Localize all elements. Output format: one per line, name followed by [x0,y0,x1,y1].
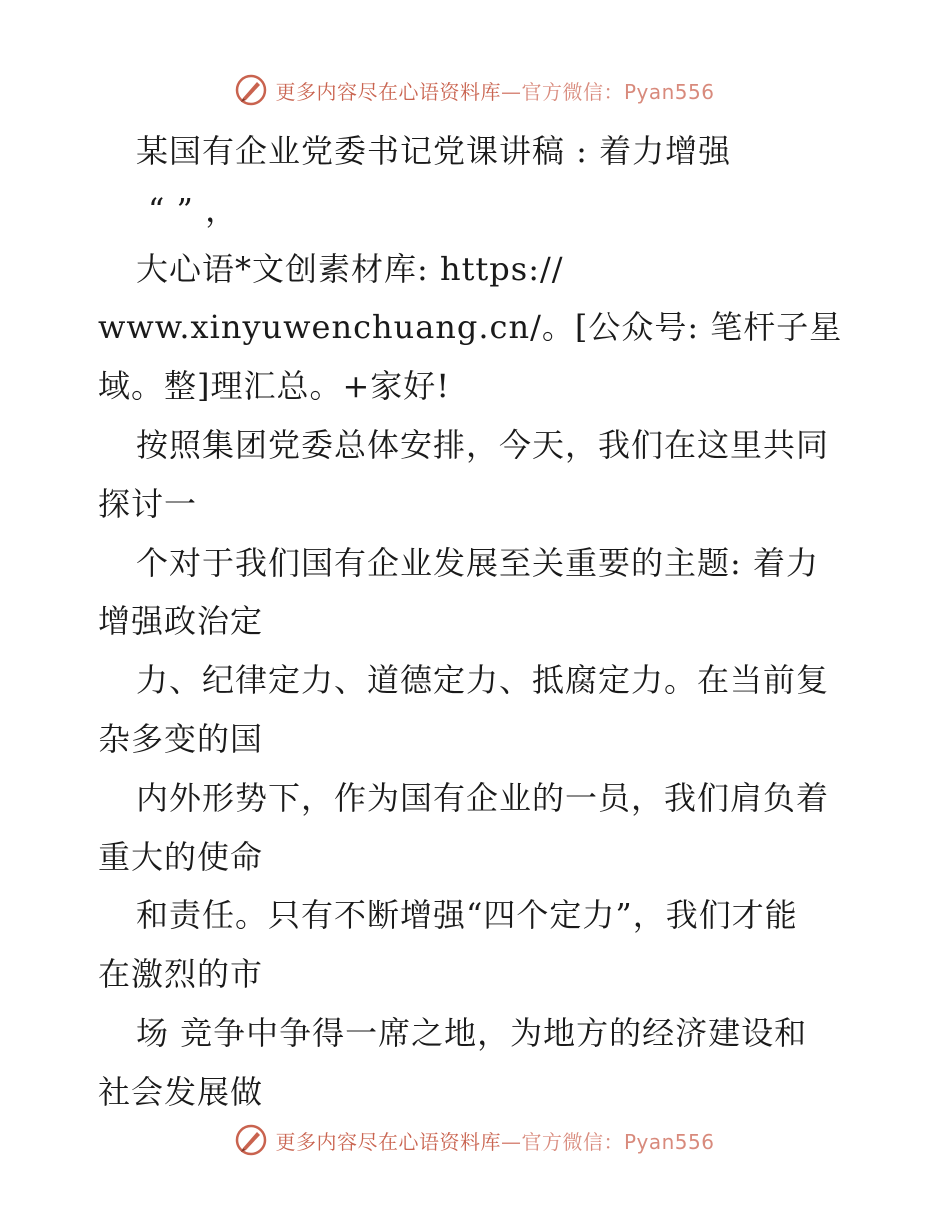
doc-line: 探讨一 [98,484,198,523]
doc-line: 杂多变的国 [98,719,264,758]
header-banner-main: 更多内容尽在心语资料库 [275,79,501,104]
footer-banner-wechat: —官方微信：Pyan556 [500,1129,715,1154]
header-banner-wechat: —官方微信：Pyan556 [500,79,715,104]
doc-line: 域。整]理汇总。+家好! [98,367,451,406]
quill-pen-logo-icon [235,74,267,106]
doc-line: 力、纪律定力、道德定力、抵腐定力。在当前复 [136,661,830,700]
quill-pen-logo-icon [235,1124,267,1156]
doc-line: 大心语*文创素材库: https:// [136,249,564,288]
doc-line-title-1: 某国有企业党委书记党课讲稿 : 着力增强 [136,132,732,170]
doc-line: 增强政治定 [98,602,264,641]
doc-line: 社会发展做 [98,1072,264,1111]
footer-banner [0,1120,950,1160]
doc-line-title-2: “ ” ， [148,190,239,229]
doc-line: www.xinyuwenchuang.cn/。[公众号: 笔杆子星 [98,308,843,347]
doc-line: 重大的使命 [98,837,264,876]
header-banner-text [275,76,714,105]
header-banner [0,70,950,110]
document-body [98,122,858,1122]
doc-line: 内外形势下，作为国有企业的一员，我们肩负着 [136,778,830,817]
footer-banner-text [275,1126,714,1155]
doc-line: 个对于我们国有企业发展至关重要的主题: 着力 [136,543,819,582]
doc-line: 按照集团党委总体安排，今天，我们在这里共同 [136,425,830,464]
footer-banner-main: 更多内容尽在心语资料库 [275,1129,501,1154]
doc-line: 在激烈的市 [98,955,264,994]
doc-line: 和责任。只有不断增强“四个定力”，我们才能 [136,896,798,935]
doc-line: 场 竞争中争得一席之地，为地方的经济建设和 [136,1013,808,1052]
